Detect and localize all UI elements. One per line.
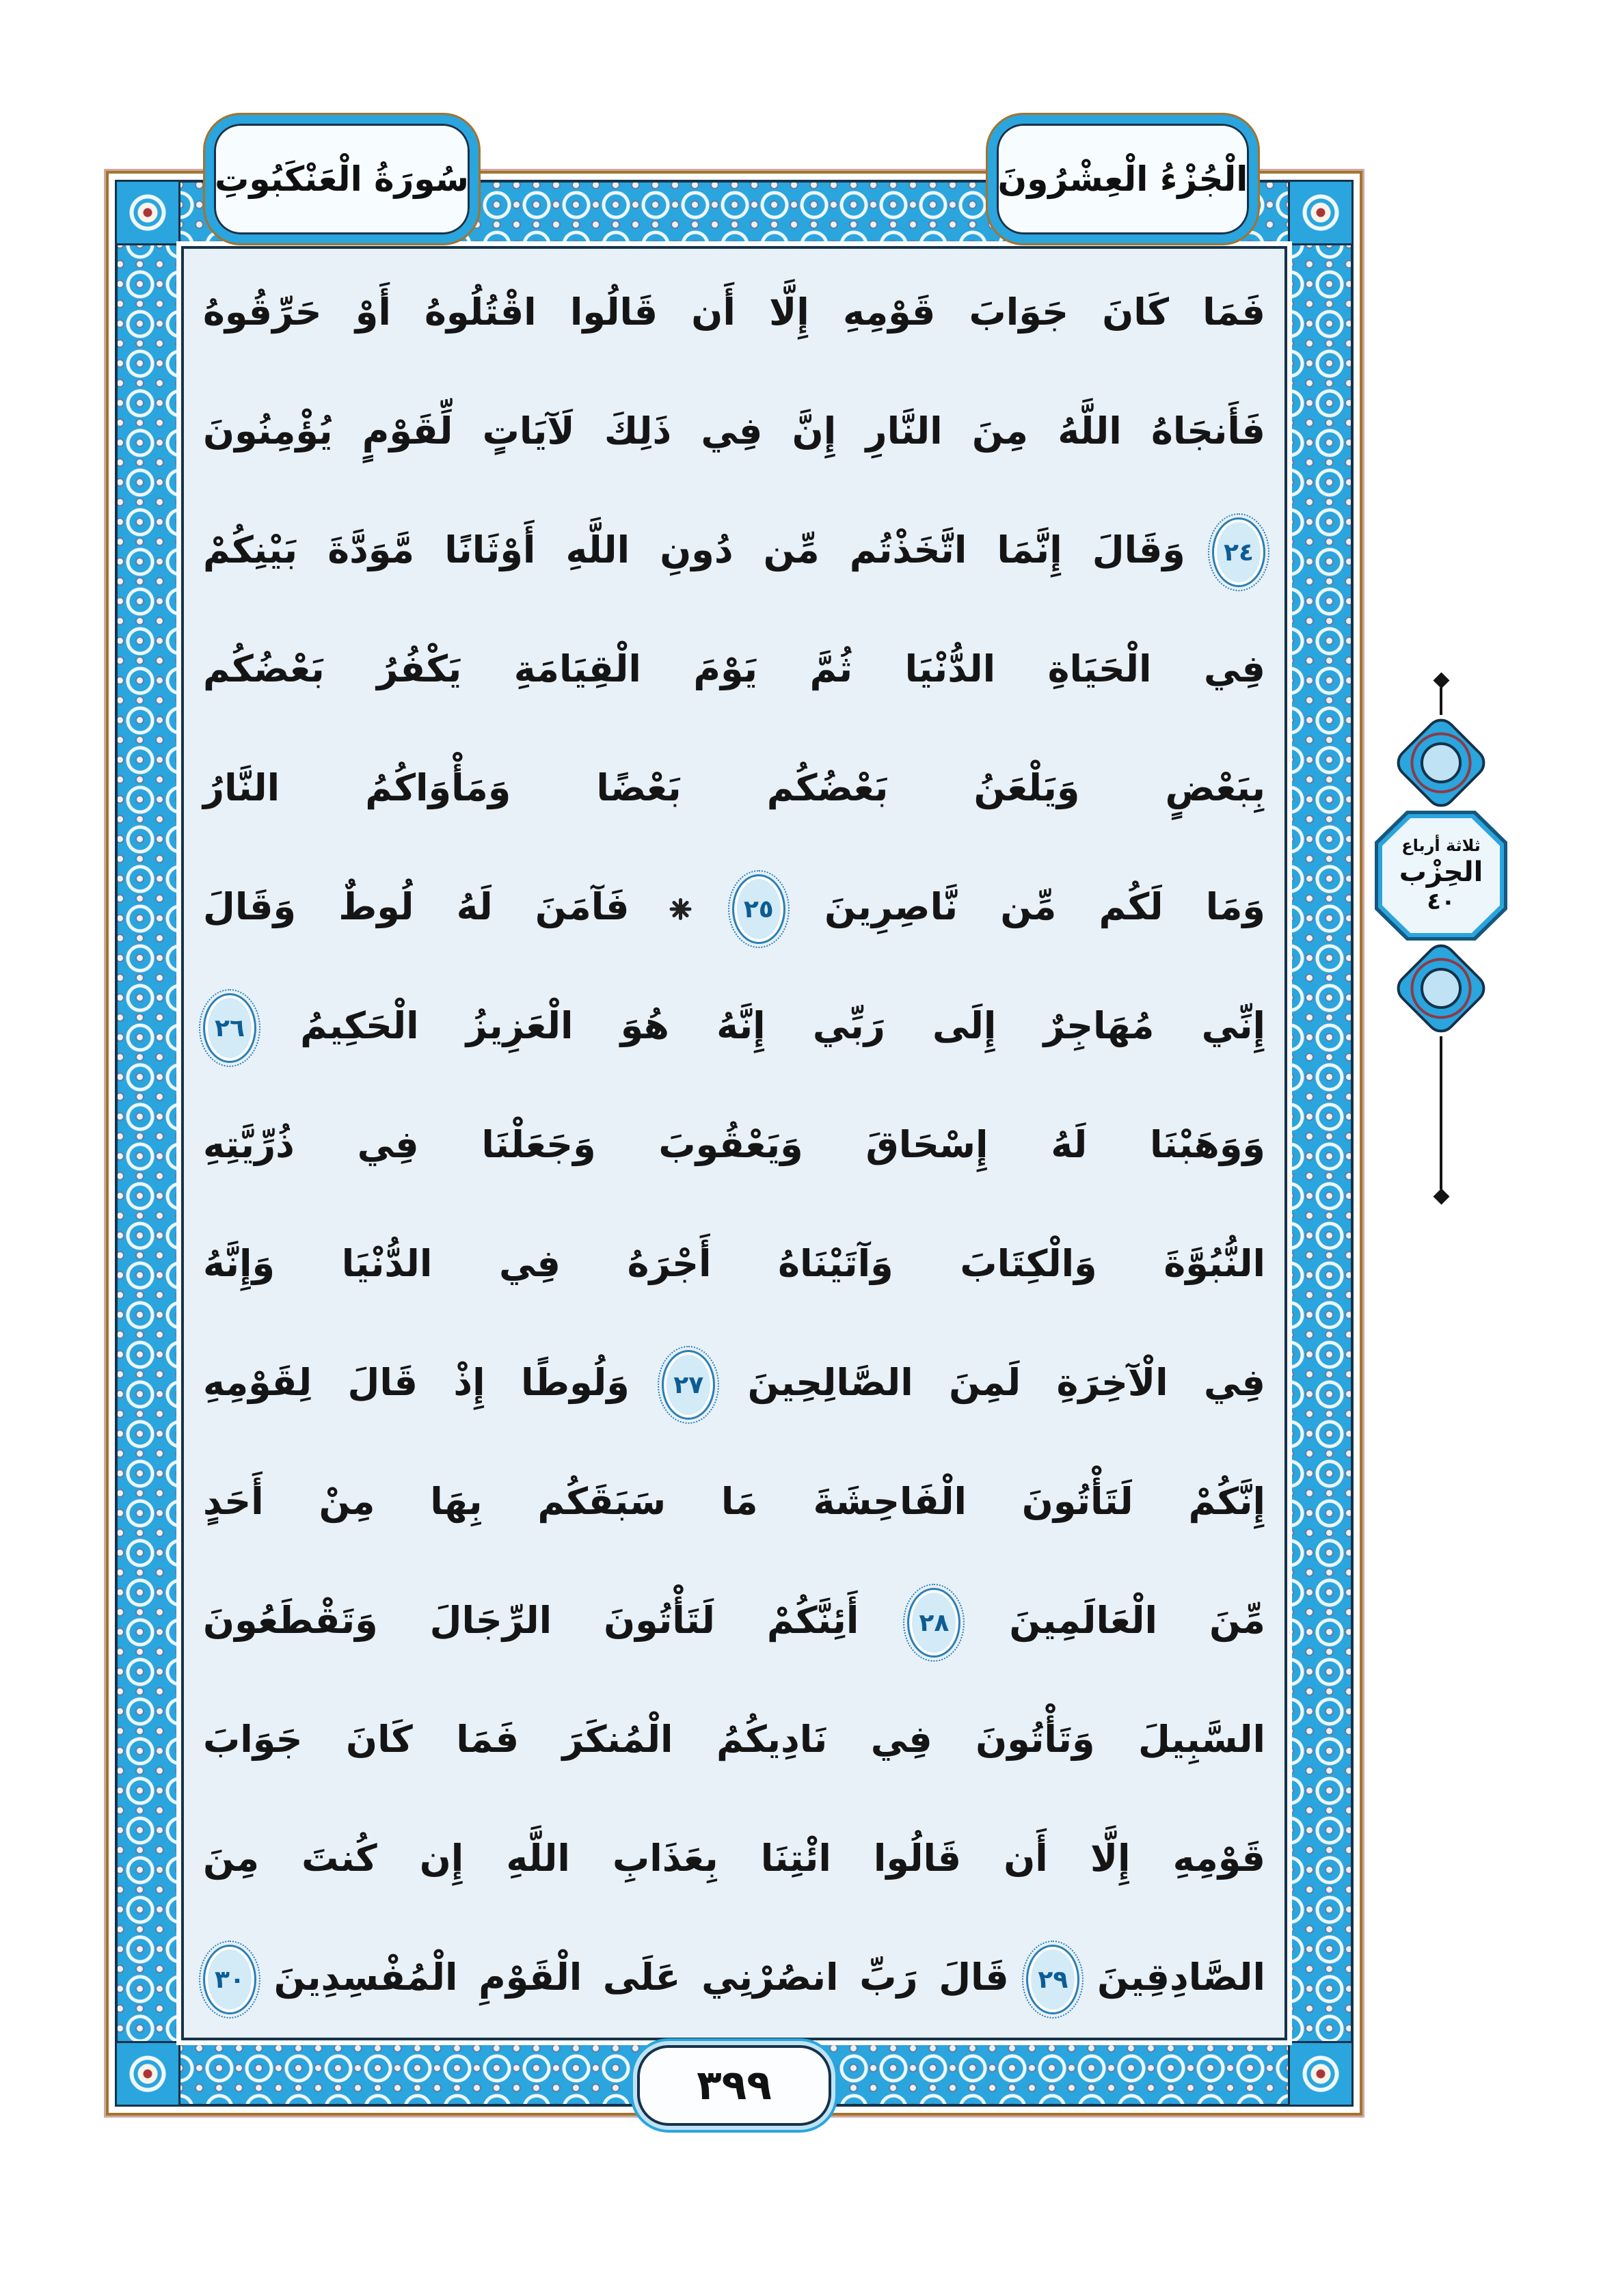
quran-text-block	[184, 249, 1284, 2038]
ayah-text: فَآمَنَ لَهُ لُوطٌ وَقَالَ	[203, 885, 630, 928]
ayah-text: الصَّادِقِينَ	[1097, 1956, 1265, 1999]
ornamental-frame	[106, 171, 1362, 2116]
verse-end-medallion	[1026, 1945, 1079, 2014]
quran-line	[203, 729, 1265, 848]
finial-diamond-icon	[1433, 672, 1449, 688]
marker-stem	[1440, 1036, 1442, 1189]
page-number: ٣٩٩	[697, 2062, 772, 2109]
verse-number: ٢٥	[743, 895, 774, 923]
hizb-fraction: ثلاثة أرباع	[1401, 836, 1481, 856]
verse-number: ٢٨	[919, 1608, 950, 1637]
verse-number: ٢٤	[1224, 538, 1254, 567]
verse-end-medallion	[203, 993, 256, 1063]
hizb-number: ٤٠	[1427, 887, 1455, 915]
corner-rosette-icon	[1288, 2041, 1354, 2107]
verse-end-medallion	[907, 1588, 960, 1658]
rub-el-hizb-icon	[669, 897, 693, 921]
surah-header-cartouche	[205, 115, 479, 243]
surah-title: سُورَةُ الْعَنْكَبُوتِ	[215, 159, 469, 199]
ayah-text: قَالَ رَبِّ انصُرْنِي عَلَى الْقَوْمِ الْمُفْسِدِينَ	[273, 1956, 1009, 1999]
hizb-label: الحِزْب	[1399, 856, 1483, 888]
ayah-text: إِنَّكُمْ لَتَأْتُونَ الْفَاحِشَةَ مَا سَبَقَكُم بِهَا مِنْ أَحَدٍ	[203, 1480, 1265, 1523]
ayah-text: وَوَهَبْنَا لَهُ إِسْحَاقَ وَيَعْقُوبَ وَجَعَلْنَا فِي ذُرِّيَّتِهِ	[203, 1123, 1265, 1166]
ayah-text: النُّبُوَّةَ وَالْكِتَابَ وَآتَيْنَاهُ أَجْرَهُ فِي الدُّنْيَا وَإِنَّهُ	[203, 1242, 1265, 1285]
corner-rosette-icon	[115, 2041, 180, 2107]
ayah-text: قَوْمِهِ إِلَّا أَن قَالُوا ائْتِنَا بِعَذَابِ اللَّهِ إِن كُنتَ مِنَ	[203, 1837, 1265, 1880]
quran-line	[203, 1918, 1265, 2037]
verse-end-medallion	[732, 874, 785, 944]
quran-line	[203, 1085, 1265, 1204]
hizb-panel-text	[1375, 811, 1507, 941]
juz-title: الْجُزْءُ الْعِشْرُونَ	[997, 159, 1248, 199]
corner-rosette-icon	[115, 180, 180, 245]
ayah-text: وَمَا لَكُم مِّن نَّاصِرِينَ	[824, 885, 1265, 928]
ayah-text: فِي الْآخِرَةِ لَمِنَ الصَّالِحِينَ	[747, 1361, 1265, 1404]
quran-line	[203, 610, 1265, 729]
page-number-cartouche	[637, 2045, 831, 2126]
quran-line	[203, 1204, 1265, 1323]
ayah-text: وَقَالَ إِنَّمَا اتَّخَذْتُم مِّن دُونِ اللَّهِ أَوْثَانًا مَّوَدَّةَ بَيْنِكُمْ	[203, 528, 1185, 571]
quran-line	[203, 1680, 1265, 1799]
hizb-marker	[1363, 673, 1519, 1220]
hizb-panel	[1375, 811, 1507, 941]
ayah-text: أَئِنَّكُمْ لَتَأْتُونَ الرِّجَالَ وَتَقْطَعُونَ	[203, 1599, 859, 1642]
text-panel	[181, 246, 1287, 2040]
quran-line	[203, 253, 1265, 372]
quran-line	[203, 1323, 1265, 1442]
verse-end-medallion	[1212, 517, 1265, 587]
ornament-bud-icon	[1390, 712, 1492, 813]
ayah-text: فَأَنجَاهُ اللَّهُ مِنَ النَّارِ إِنَّ فِي ذَلِكَ لَآيَاتٍ لِّقَوْمٍ يُؤْمِنُونَ	[203, 409, 1265, 453]
verse-number: ٢٦	[215, 1014, 245, 1042]
ayah-text: إِنِّي مُهَاجِرٌ إِلَى رَبِّي إِنَّهُ هُوَ الْعَزِيزُ الْحَكِيمُ	[300, 1004, 1265, 1047]
ayah-text: بِبَعْضٍ وَيَلْعَنُ بَعْضُكُم بَعْضًا وَمَأْوَاكُمُ النَّارُ	[203, 766, 1265, 809]
quran-line	[203, 967, 1265, 1085]
ayah-text: فَمَا كَانَ جَوَابَ قَوْمِهِ إِلَّا أَن قَالُوا اقْتُلُوهُ أَوْ حَرِّقُوهُ	[203, 291, 1265, 334]
verse-number: ٣٠	[215, 1965, 245, 1994]
marker-stem	[1440, 688, 1442, 715]
ayah-text: فِي الْحَيَاةِ الدُّنْيَا ثُمَّ يَوْمَ الْقِيَامَةِ يَكْفُرُ بَعْضُكُم	[203, 647, 1265, 690]
quran-line	[203, 1442, 1265, 1561]
quran-line	[203, 372, 1265, 491]
juz-header-cartouche	[988, 115, 1258, 243]
verse-end-medallion	[662, 1350, 715, 1420]
quran-line	[203, 491, 1265, 610]
finial-diamond-icon	[1433, 1188, 1449, 1204]
corner-rosette-icon	[1288, 180, 1354, 245]
ayah-text: السَّبِيلَ وَتَأْتُونَ فِي نَادِيكُمُ الْمُنكَرَ فَمَا كَانَ جَوَابَ	[203, 1718, 1265, 1761]
quran-line	[203, 1561, 1265, 1680]
quran-line	[203, 1799, 1265, 1918]
verse-number: ٢٧	[673, 1370, 704, 1399]
verse-number: ٢٩	[1038, 1965, 1068, 1994]
verse-end-medallion	[203, 1945, 256, 2014]
ayah-text: مِّنَ الْعَالَمِينَ	[1009, 1599, 1265, 1642]
quran-line	[203, 848, 1265, 967]
ayah-text: وَلُوطًا إِذْ قَالَ لِقَوْمِهِ	[203, 1361, 630, 1404]
ornament-bud-icon	[1390, 938, 1492, 1039]
